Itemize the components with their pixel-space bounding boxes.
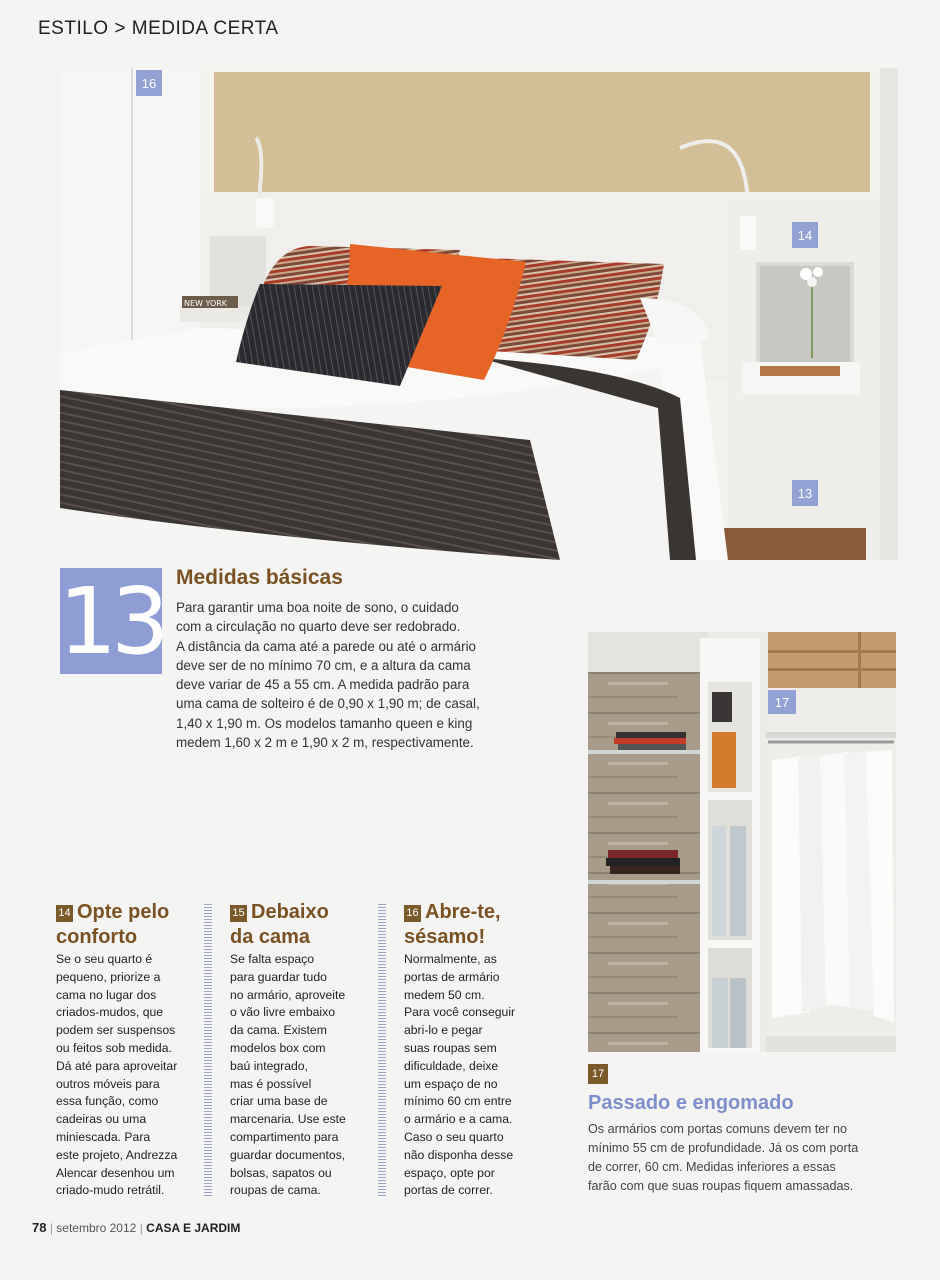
section-16-title [404, 900, 501, 950]
body-line: cama no lugar dos [56, 987, 157, 1002]
body-line: farão com que suas roupas fiquem amassadas. [588, 1179, 854, 1193]
section-15-title [230, 900, 329, 950]
photo-tag-14: 14 [792, 222, 818, 248]
body-line: dificuldade, deixe [404, 1058, 499, 1073]
body-line: essa função, como [56, 1094, 159, 1109]
body-line: com a circulação no quarto deve ser redobrado. [176, 619, 461, 635]
section-13-body [176, 598, 506, 752]
section-16-title-a: Abre-te, [425, 901, 501, 923]
body-line: Para garantir uma boa noite de sono, o cuidado [176, 600, 459, 615]
body-line: mínimo 55 cm de profundidade. Já os com porta [588, 1141, 859, 1155]
body-line: da cama. Existem [230, 1023, 327, 1038]
body-line: para guardar tudo [230, 969, 327, 984]
page-number: 78 [32, 1220, 47, 1235]
footer-separator: | [139, 1221, 143, 1235]
body-line: Normalmente, as [404, 952, 497, 966]
body-line: este projeto, Andrezza [56, 1147, 178, 1162]
bedroom-illustration [60, 68, 898, 560]
book-label: NEW YORK [184, 299, 228, 308]
section-13-number: 13 [58, 567, 164, 675]
body-line: miniescada. Para [56, 1129, 151, 1144]
body-line: um espaço de no [404, 1076, 498, 1091]
body-line: não disponha desse [404, 1147, 514, 1162]
photo-tag-16: 16 [136, 70, 162, 96]
magazine-name: CASA E JARDIM [146, 1221, 241, 1235]
body-line: o armário e a cama. [404, 1112, 513, 1127]
body-line: podem ser suspensos [56, 1023, 176, 1038]
body-line: Os armários com portas comuns devem ter no [588, 1122, 847, 1136]
section-14-body [56, 951, 206, 1200]
body-line: Dá até para aproveitar [56, 1058, 178, 1073]
body-line: baú integrado, [230, 1058, 308, 1073]
body-line: medem 1,60 x 2 m e 1,90 x 2 m, respectivamente. [176, 735, 474, 751]
body-line: Alencar desenhou um [56, 1165, 175, 1180]
column-divider [378, 904, 386, 1198]
section-14-title-a: Opte pelo [77, 901, 170, 923]
body-line: bolsas, sapatos ou [230, 1165, 332, 1180]
body-line: criado-mudo retrátil. [56, 1183, 165, 1198]
body-line: criar uma base de [230, 1094, 328, 1109]
section-14-title-b: conforto [56, 926, 138, 948]
body-line: portas de correr. [404, 1183, 493, 1198]
body-line: guardar documentos, [230, 1147, 346, 1162]
body-line: mínimo 60 cm entre [404, 1094, 512, 1109]
column-divider [204, 904, 212, 1198]
breadcrumb-topic: MEDIDA CERTA [131, 18, 279, 39]
body-line: pequeno, priorize a [56, 969, 161, 984]
body-line: roupas de cama. [230, 1183, 321, 1198]
body-line: de correr, 60 cm. Medidas inferiores a essas [588, 1160, 836, 1174]
section-16-body [404, 951, 554, 1200]
section-15-title-b: da cama [230, 926, 311, 948]
photo-tag-17: 17 [768, 690, 796, 714]
body-line: suas roupas sem [404, 1040, 497, 1055]
section-14-number: 14 [56, 905, 73, 922]
section-16-title-b: sésamo! [404, 926, 486, 948]
breadcrumb [38, 18, 279, 40]
body-line: marcenaria. Use este [230, 1112, 346, 1127]
breadcrumb-separator: > [114, 18, 126, 39]
issue-date: setembro 2012 [56, 1221, 137, 1235]
body-line: espaço, opte por [404, 1165, 495, 1180]
footer-separator: | [49, 1221, 53, 1235]
section-17-title: Passado e engomado [588, 1092, 794, 1114]
body-line: A distância da cama até a parede ou até o armário [176, 638, 476, 654]
body-line: compartimento para [230, 1129, 339, 1144]
body-line: Caso o seu quarto [404, 1129, 504, 1144]
body-line: deve variar de 45 a 55 cm. A medida padrão para [176, 677, 470, 693]
section-17-number: 17 [588, 1064, 608, 1084]
section-14-title [56, 900, 169, 950]
body-line: o vão livre embaixo [230, 1005, 335, 1020]
body-line: outros móveis para [56, 1076, 160, 1091]
body-line: mas é possível [230, 1076, 312, 1091]
body-line: ou feitos sob medida. [56, 1040, 172, 1055]
body-line: Se falta espaço [230, 952, 315, 966]
body-line: medem 50 cm. [404, 987, 485, 1002]
body-line: deve ser de no mínimo 70 cm, e a altura da cama [176, 657, 471, 673]
section-13-title: Medidas básicas [176, 566, 343, 589]
body-line: modelos box com [230, 1040, 326, 1055]
closet-photo [588, 632, 896, 1052]
section-17-body [588, 1120, 888, 1196]
page-footer [32, 1220, 240, 1235]
section-15-title-a: Debaixo [251, 901, 329, 923]
breadcrumb-section: ESTILO [38, 18, 109, 39]
section-15-body [230, 951, 375, 1200]
body-line: cadeiras ou uma [56, 1112, 147, 1127]
body-line: 1,40 x 1,90 m. Os modelos tamanho queen e king [176, 715, 473, 731]
body-line: criados-mudos, que [56, 1005, 164, 1020]
body-line: portas de armário [404, 969, 500, 984]
bedroom-photo [60, 68, 898, 560]
body-line: Se o seu quarto é [56, 952, 153, 966]
body-line: abri-lo e pegar [404, 1023, 483, 1038]
section-16-number: 16 [404, 905, 421, 922]
closet-illustration [588, 632, 896, 1052]
body-line: Para você conseguir [404, 1005, 516, 1020]
body-line: no armário, aproveite [230, 987, 346, 1002]
body-line: uma cama de solteiro é de 0,90 x 1,90 m; de casal, [176, 696, 480, 712]
section-15-number: 15 [230, 905, 247, 922]
photo-tag-13: 13 [792, 480, 818, 506]
